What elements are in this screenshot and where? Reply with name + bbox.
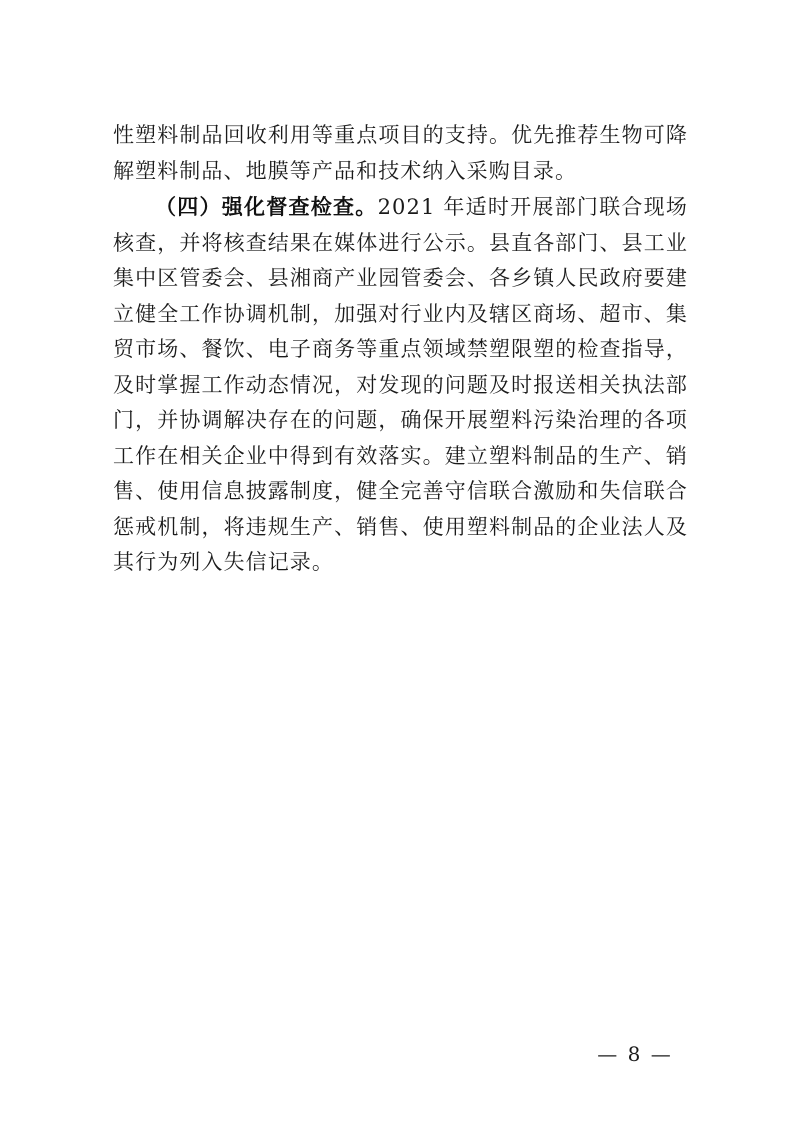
section-heading: （四）强化督查检查。 <box>155 194 378 219</box>
paragraph-continued <box>113 118 688 189</box>
page-number: — 8 — <box>597 1042 673 1066</box>
paragraph-supervision <box>113 189 688 581</box>
paragraph-text: 性塑料制品回收利用等重点项目的支持。优先推荐生物可降解塑料制品、地膜等产品和技术纳入采购目录。 <box>113 123 688 183</box>
paragraph-text: 2021 年适时开展部门联合现场核查，并将核查结果在媒体进行公示。县直各部门、县工业集中区管委会、县湘商产业园管委会、各乡镇人民政府要建立健全工作协调机制，加强对行业内及辖区商场、超市、集贸市场、餐饮、电子商务等重点领域禁塑限塑的检查指导，及时掌握工作动态情况，对发现的问题及时报送相关执法部门，并协调解决存在的问题，确保开展塑料污染治理的各项工作在相关企业中得到有效落实。建立塑料制品的生产、销售、使用信息披露制度，健全完善守信联合激励和失信联合惩戒机制，将违规生产、销售、使用塑料制品的企业法人及其行为列入失信记录。 <box>113 195 688 574</box>
document-body <box>113 118 688 581</box>
